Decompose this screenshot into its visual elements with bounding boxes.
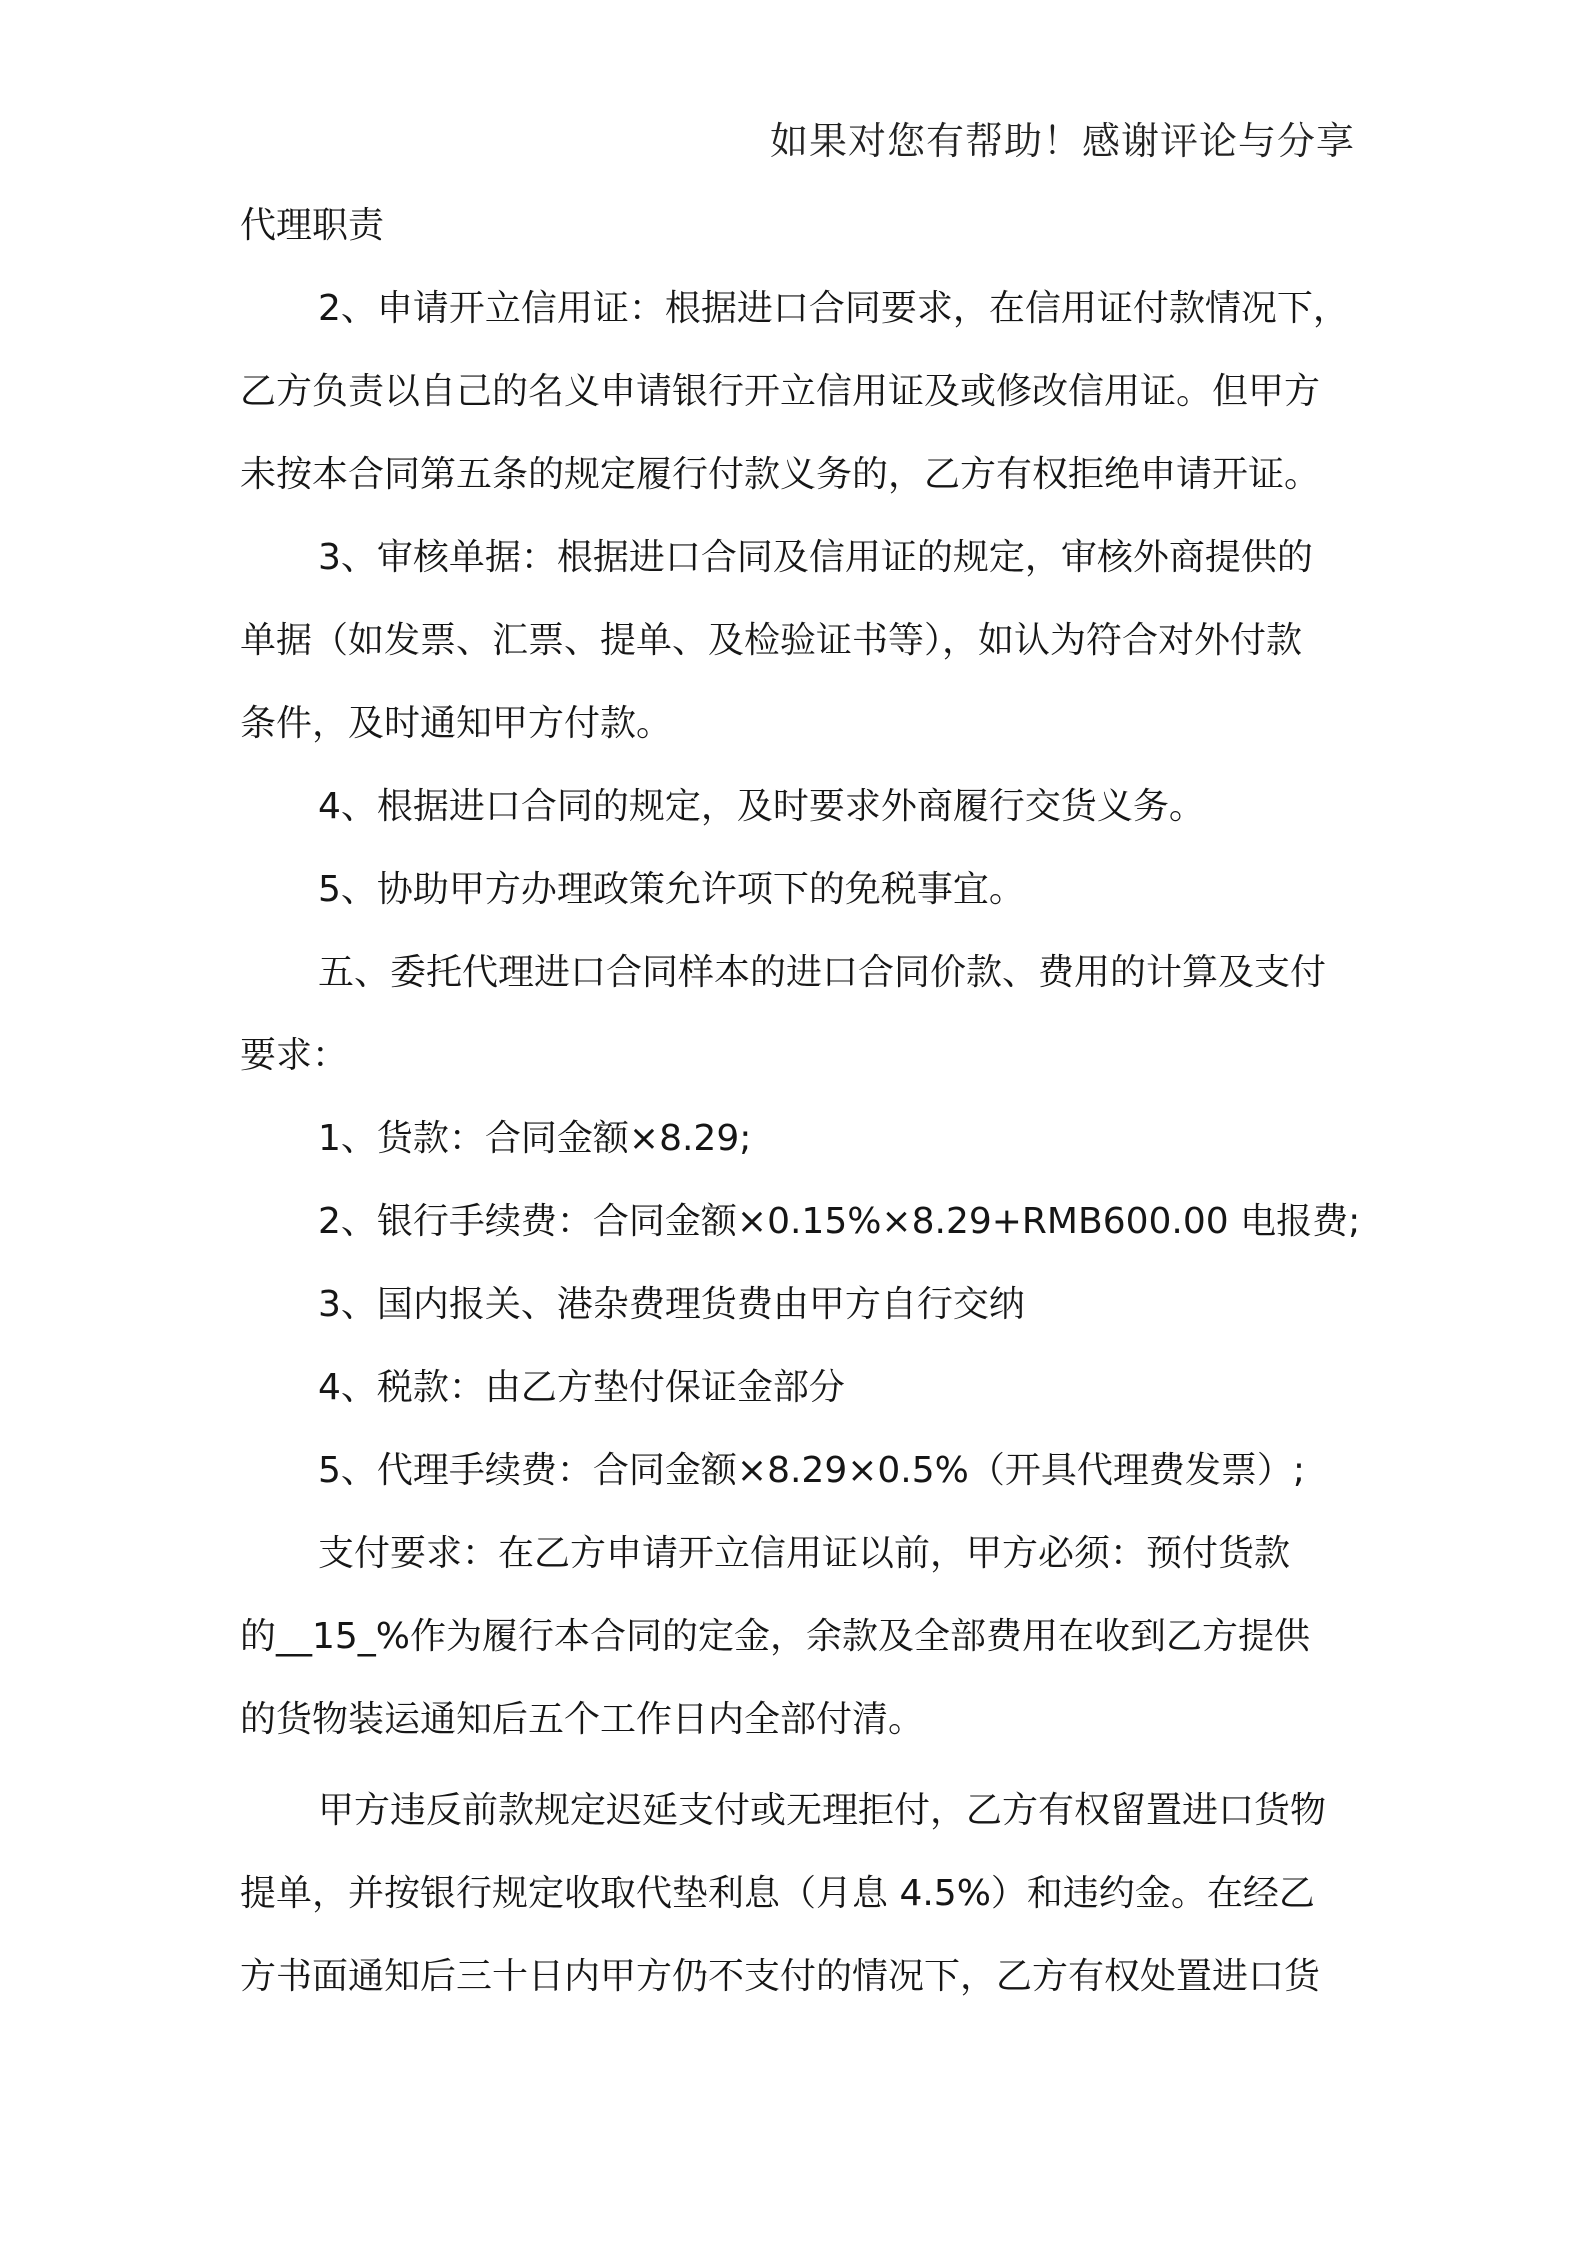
paragraph-line: 支付要求：在乙方申请开立信用证以前，甲方必须：预付货款: [318, 1533, 1291, 1574]
section-heading-agent-duties: 代理职责: [240, 205, 385, 246]
paragraph-line: 3、审核单据：根据进口合同及信用证的规定，审核外商提供的: [318, 537, 1313, 578]
paragraph-line: 2、申请开立信用证：根据进口合同要求，在信用证付款情况下，: [318, 288, 1349, 329]
paragraph-line: 甲方违反前款规定迟延支付或无理拒付，乙方有权留置进口货物: [318, 1790, 1327, 1831]
paragraph-line: 的货物装运通知后五个工作日内全部付清。: [240, 1699, 925, 1740]
fee-item-customs: 3、国内报关、港杂费理货费由甲方自行交纳: [318, 1284, 1025, 1325]
document-body: [240, 196, 1360, 2030]
fee-item-bank-charges: 2、银行手续费：合同金额×0.15%×8.29+RMB600.00 电报费;: [318, 1201, 1361, 1242]
paragraph-line: 条件，及时通知甲方付款。: [240, 703, 673, 744]
paragraph-line: 5、协助甲方办理政策允许项下的免税事宜。: [318, 869, 1025, 910]
paragraph-line: 要求：: [240, 1035, 349, 1076]
fee-item-agency-fee: 5、代理手续费：合同金额×8.29×0.5%（开具代理费发票）;: [318, 1450, 1305, 1491]
paragraph-line: 单据（如发票、汇票、提单、及检验证书等），如认为符合对外付款: [240, 620, 1303, 661]
section-heading-price-fees: 五、委托代理进口合同样本的进口合同价款、费用的计算及支付: [318, 952, 1327, 993]
fee-item-tax: 4、税款：由乙方垫付保证金部分: [318, 1367, 845, 1408]
paragraph-line: 方书面通知后三十日内甲方仍不支付的情况下，乙方有权处置进口货: [240, 1956, 1321, 1997]
paragraph-line: 4、根据进口合同的规定，及时要求外商履行交货义务。: [318, 786, 1205, 827]
fee-item-goods: 1、货款：合同金额×8.29;: [318, 1118, 752, 1159]
paragraph-line: 未按本合同第五条的规定履行付款义务的，乙方有权拒绝申请开证。: [240, 454, 1321, 495]
page-header: 如果对您有帮助！感谢评论与分享: [770, 119, 1356, 163]
paragraph-line: 提单，并按银行规定收取代垫利息（月息 4.5%）和违约金。在经乙: [240, 1873, 1315, 1914]
paragraph-line: 的__15_%作为履行本合同的定金，余款及全部费用在收到乙方提供: [240, 1616, 1311, 1657]
paragraph-line: 乙方负责以自己的名义申请银行开立信用证及或修改信用证。但甲方: [240, 371, 1321, 412]
